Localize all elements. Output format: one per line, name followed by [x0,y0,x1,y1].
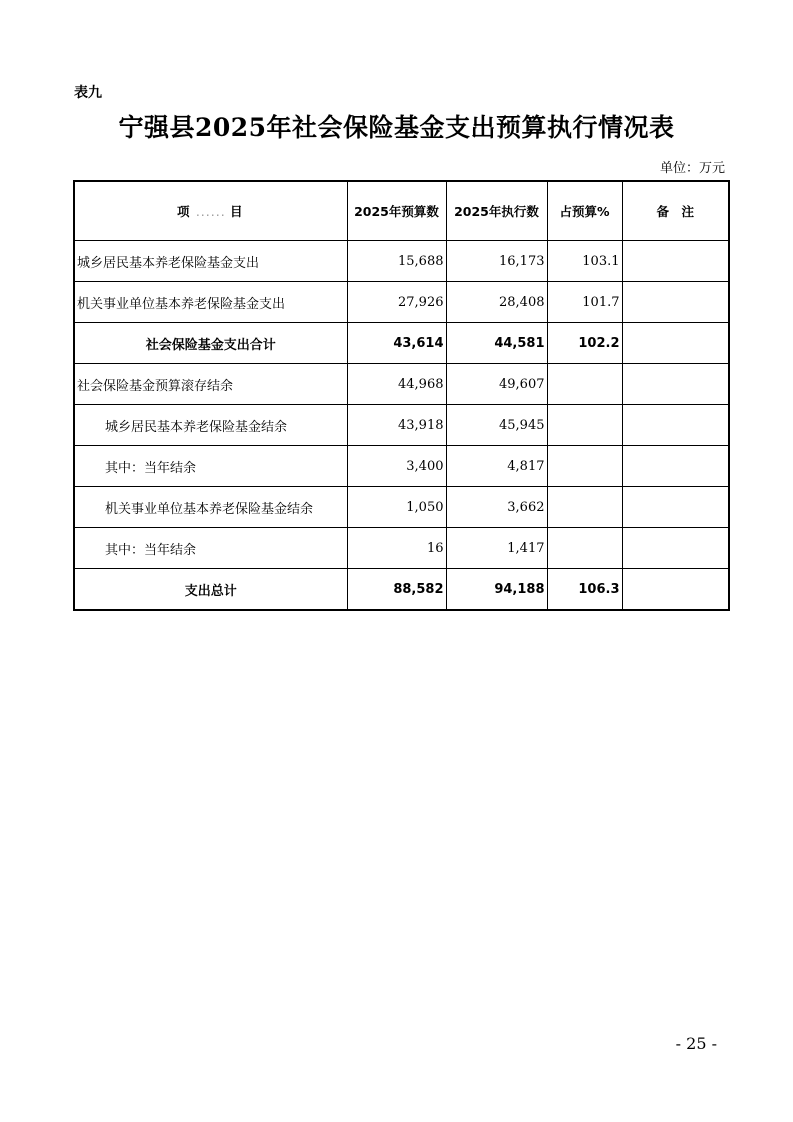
row-ratio [547,446,622,487]
row-ratio: 103.1 [547,241,622,282]
row-ratio [547,528,622,569]
item-header-dots: ...... [195,204,226,219]
row-remark [622,323,729,364]
row-budget: 88,582 [347,569,446,611]
table-row-subtotal [74,323,729,364]
row-executed: 3,662 [446,487,547,528]
table-row [74,364,729,405]
row-ratio [547,364,622,405]
row-budget: 43,614 [347,323,446,364]
row-name: 其中：当年结余 [74,528,347,569]
row-name: 其中：当年结余 [74,446,347,487]
row-name: 机关事业单位基本养老保险基金支出 [74,282,347,323]
row-remark [622,282,729,323]
column-header-ratio: 占预算% [547,181,622,241]
item-header-right: 目 [230,204,245,219]
row-remark [622,405,729,446]
row-budget: 1,050 [347,487,446,528]
row-ratio: 106.3 [547,569,622,611]
column-header-item [74,181,347,241]
row-executed: 44,581 [446,323,547,364]
column-header-remark: 备 注 [622,181,729,241]
column-header-budget: 2025年预算数 [347,181,446,241]
table-row [74,405,729,446]
page-number: - 25 - [675,1034,717,1053]
row-executed: 1,417 [446,528,547,569]
row-name: 机关事业单位基本养老保险基金结余 [74,487,347,528]
row-executed: 4,817 [446,446,547,487]
row-ratio: 102.2 [547,323,622,364]
row-remark [622,528,729,569]
table-row [74,446,729,487]
row-name: 支出总计 [74,569,347,611]
row-remark [622,364,729,405]
row-budget: 44,968 [347,364,446,405]
row-budget: 15,688 [347,241,446,282]
table-header-row [74,181,729,241]
row-remark [622,487,729,528]
row-executed: 16,173 [446,241,547,282]
table-row [74,241,729,282]
row-ratio [547,405,622,446]
page-title: 宁强县2025年社会保险基金支出预算执行情况表 [118,113,675,142]
row-budget: 3,400 [347,446,446,487]
row-remark [622,446,729,487]
row-name: 城乡居民基本养老保险基金支出 [74,241,347,282]
row-remark [622,569,729,611]
row-name: 社会保险基金预算滚存结余 [74,364,347,405]
row-name: 城乡居民基本养老保险基金结余 [74,405,347,446]
row-name: 社会保险基金支出合计 [74,323,347,364]
table-row-total [74,569,729,611]
row-ratio [547,487,622,528]
column-header-executed: 2025年执行数 [446,181,547,241]
unit-label: 单位：万元 [659,161,725,176]
row-budget: 43,918 [347,405,446,446]
table-row [74,528,729,569]
table-number: 表九 [74,85,102,101]
row-executed: 28,408 [446,282,547,323]
row-remark [622,241,729,282]
table-row [74,487,729,528]
row-ratio: 101.7 [547,282,622,323]
row-executed: 49,607 [446,364,547,405]
table-row [74,282,729,323]
row-budget: 27,926 [347,282,446,323]
row-budget: 16 [347,528,446,569]
row-executed: 94,188 [446,569,547,611]
budget-table [73,180,730,611]
row-executed: 45,945 [446,405,547,446]
item-header-left: 项 [176,204,192,219]
